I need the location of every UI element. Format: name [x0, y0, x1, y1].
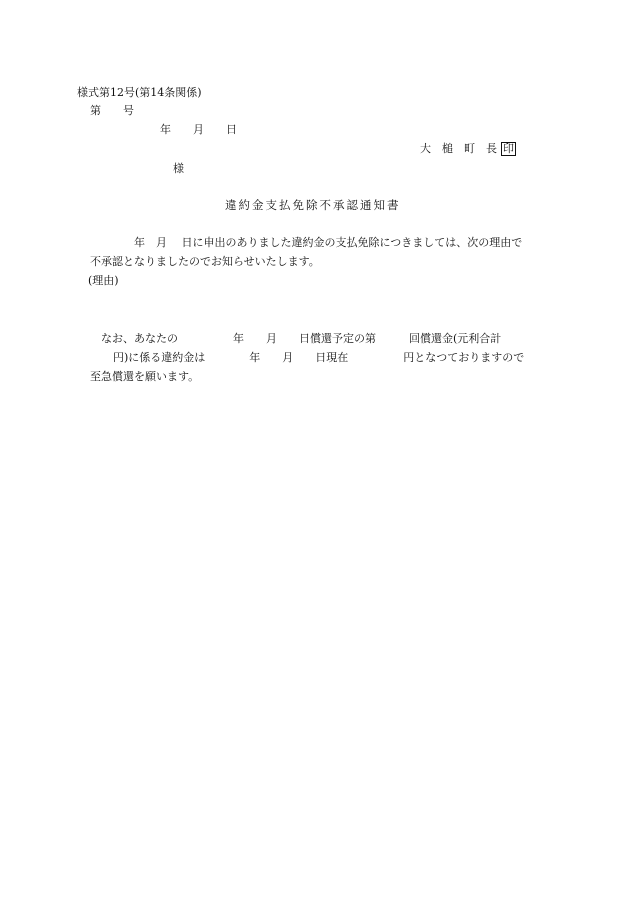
body-line-1: 年 月 日に申出のありました違約金の支払免除につきましては、次の理由で: [134, 236, 523, 249]
seal-mark: 印: [503, 142, 514, 155]
issuer-block: [420, 142, 516, 156]
form-number: 様式第12号(第14条関係): [77, 86, 202, 99]
notice-line-2: 円)に係る違約金は 年 月 日現在 円となつておりますので: [113, 351, 525, 364]
document-title: 違約金支払免除不承認通知書: [225, 198, 401, 212]
document-number: 第 号: [90, 104, 134, 117]
notice-line-3: 至急償還を願います。: [90, 370, 200, 383]
notice-line-1: なお、あなたの 年 月 日償還予定の第 回償還金(元利合計: [101, 332, 502, 345]
issue-date: 年 月 日: [160, 123, 237, 136]
issuer-name: 大 槌 町 長: [420, 142, 497, 155]
body-line-2: 不承認となりましたのでお知らせいたします。: [90, 255, 320, 268]
reason-label: (理由): [88, 274, 119, 287]
addressee-suffix: 様: [173, 162, 184, 175]
